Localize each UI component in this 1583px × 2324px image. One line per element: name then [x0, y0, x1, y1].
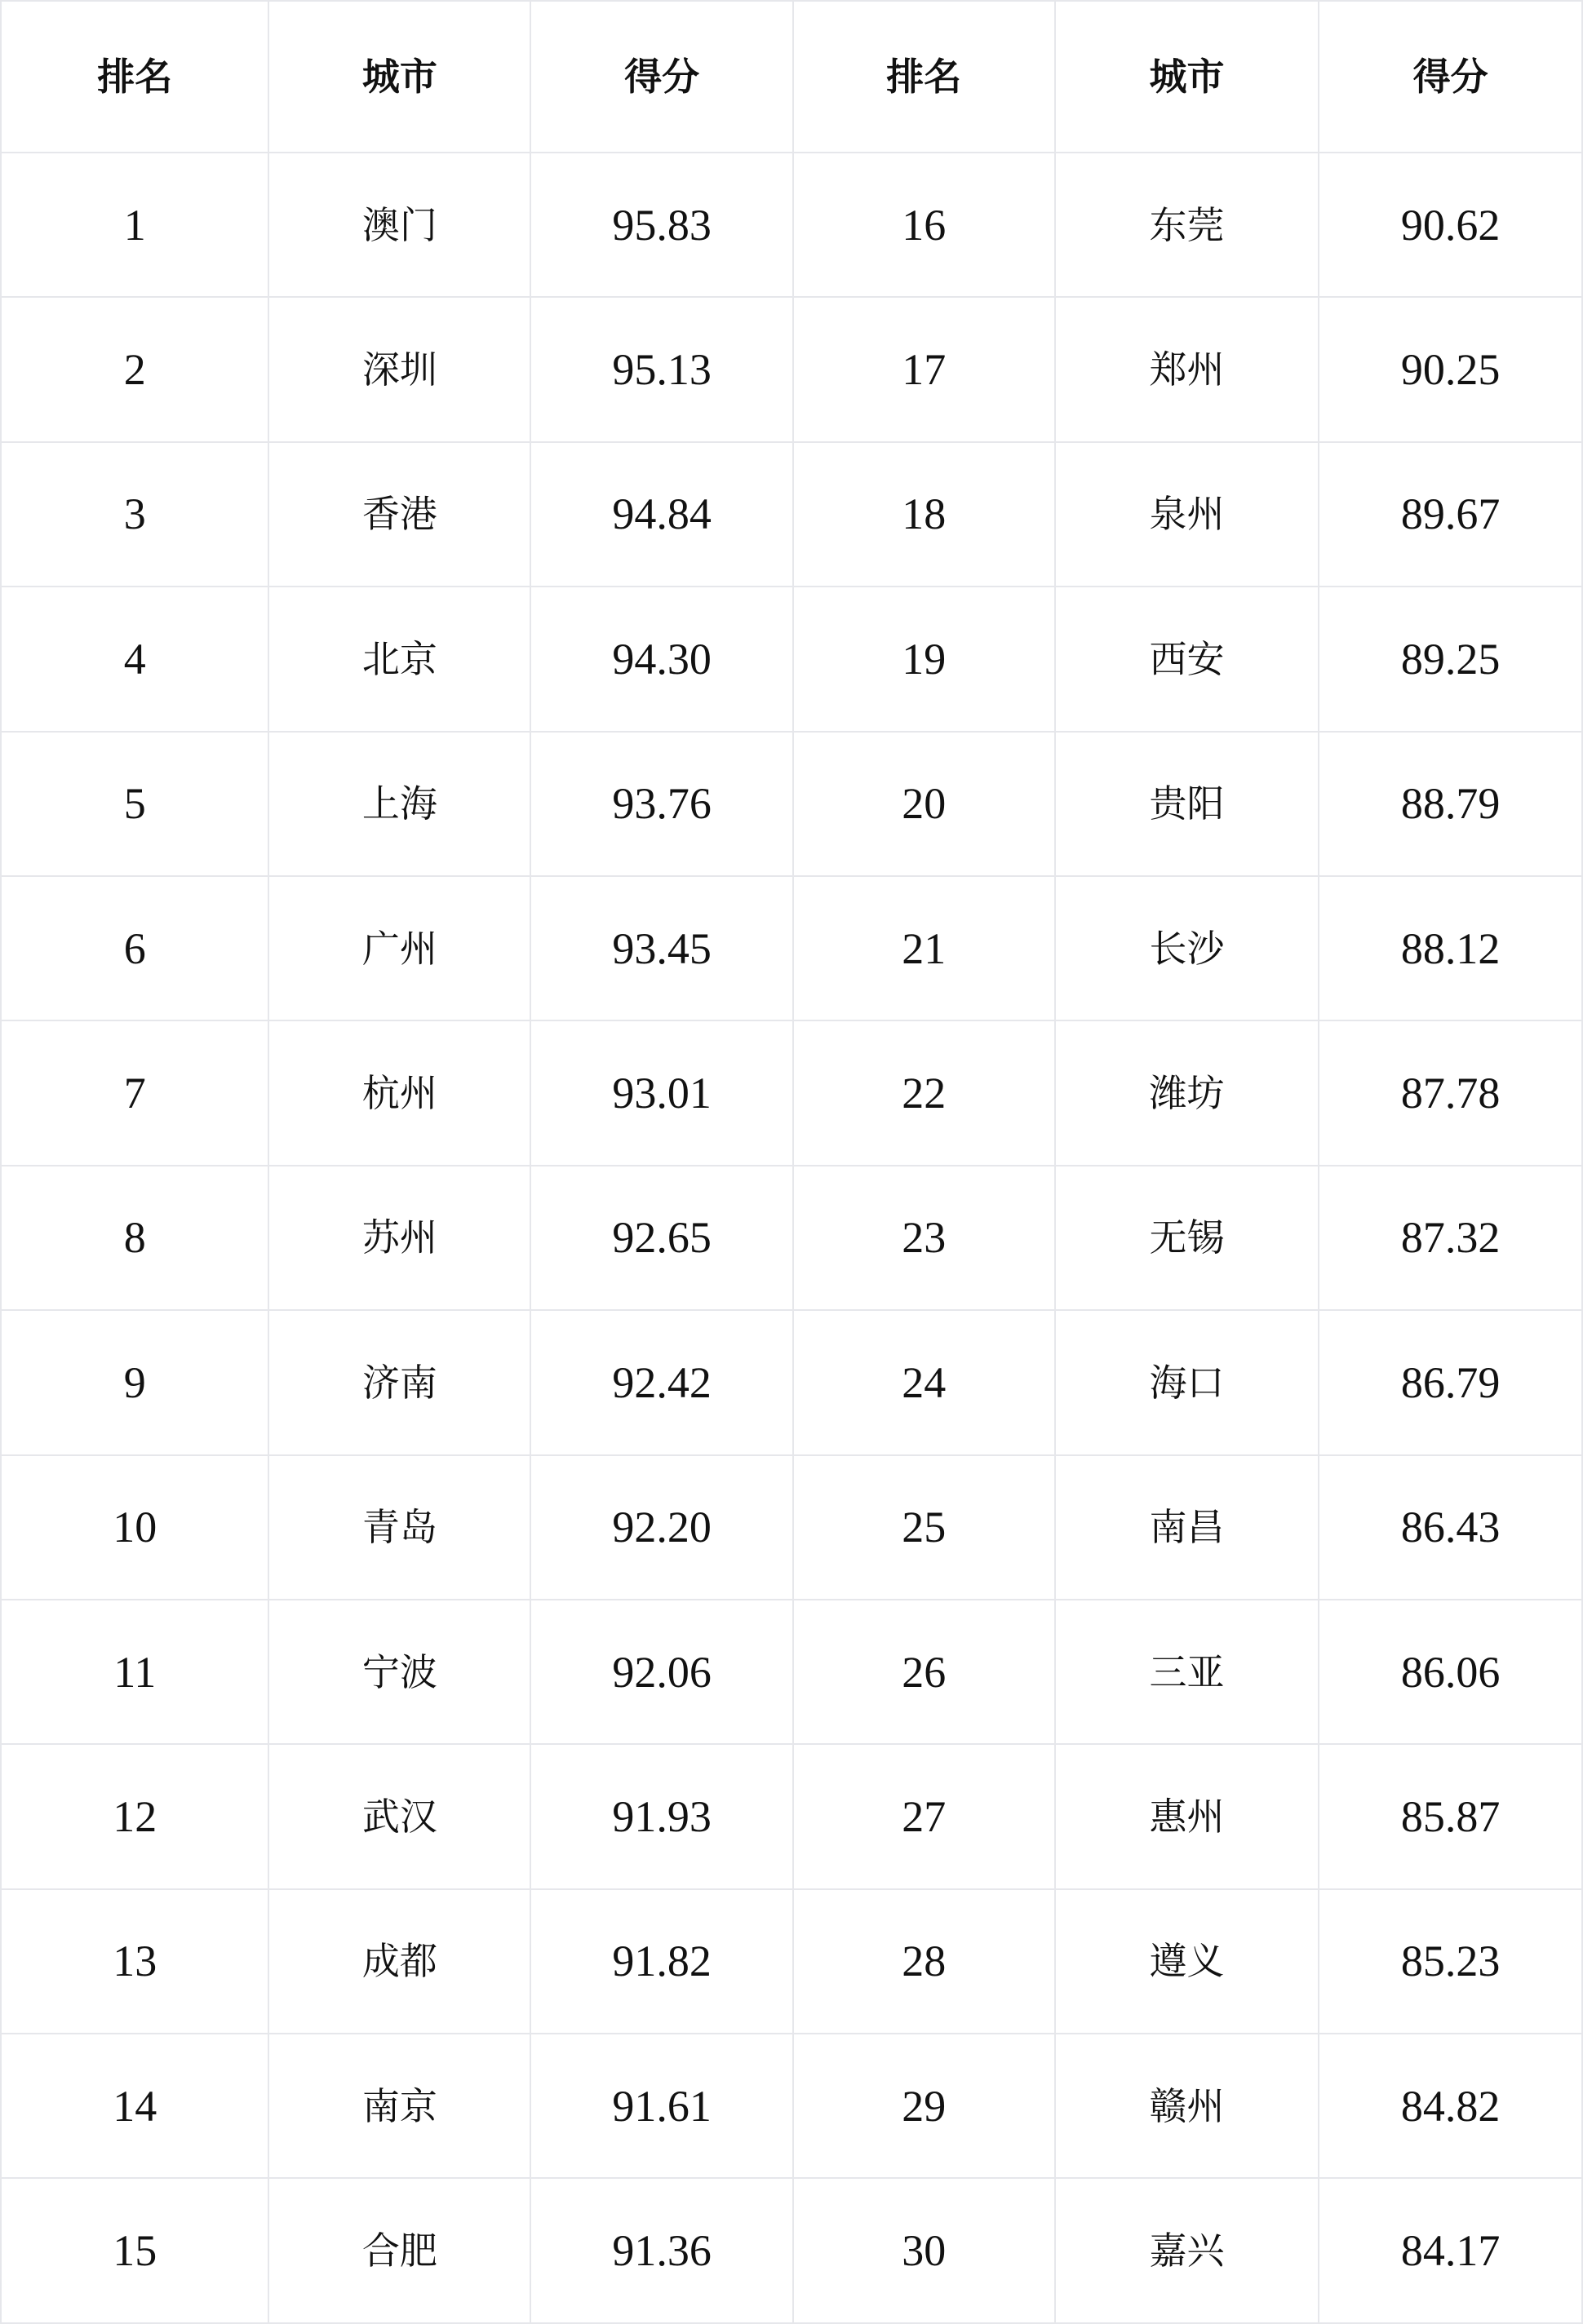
table-row — [1, 1889, 1582, 2034]
city-cell-left: 南京 — [268, 2034, 530, 2178]
rank-cell-right: 16 — [793, 153, 1055, 297]
rank-cell-right: 17 — [793, 297, 1055, 441]
rank-cell-left: 12 — [1, 1744, 268, 1888]
score-cell-right: 85.23 — [1319, 1889, 1582, 2034]
table-row — [1, 297, 1582, 441]
score-cell-right: 88.12 — [1319, 876, 1582, 1020]
score-cell-left: 92.06 — [530, 1600, 793, 1744]
score-cell-right: 86.79 — [1319, 1310, 1582, 1454]
rank-cell-right: 26 — [793, 1600, 1055, 1744]
score-cell-right: 88.79 — [1319, 732, 1582, 876]
city-cell-right: 贵阳 — [1055, 732, 1319, 876]
rank-cell-right: 28 — [793, 1889, 1055, 2034]
city-cell-left: 北京 — [268, 587, 530, 731]
rank-cell-left: 5 — [1, 732, 268, 876]
score-cell-right: 87.78 — [1319, 1020, 1582, 1165]
city-cell-right: 长沙 — [1055, 876, 1319, 1020]
rank-cell-left: 9 — [1, 1310, 268, 1454]
table-row — [1, 1744, 1582, 1888]
city-cell-right: 西安 — [1055, 587, 1319, 731]
header-city-left: 城市 — [268, 1, 530, 153]
table-row — [1, 1310, 1582, 1454]
city-cell-left: 武汉 — [268, 1744, 530, 1888]
city-cell-left: 香港 — [268, 442, 530, 587]
city-cell-right: 遵义 — [1055, 1889, 1319, 2034]
score-cell-right: 84.17 — [1319, 2178, 1582, 2323]
city-cell-right: 无锡 — [1055, 1166, 1319, 1310]
table-row — [1, 2034, 1582, 2178]
city-cell-right: 三亚 — [1055, 1600, 1319, 1744]
header-score-right: 得分 — [1319, 1, 1582, 153]
city-cell-left: 苏州 — [268, 1166, 530, 1310]
rank-cell-right: 21 — [793, 876, 1055, 1020]
table-row — [1, 2178, 1582, 2323]
city-cell-left: 广州 — [268, 876, 530, 1020]
header-row — [1, 1, 1582, 153]
score-cell-left: 92.20 — [530, 1455, 793, 1600]
table-row — [1, 442, 1582, 587]
city-cell-left: 上海 — [268, 732, 530, 876]
rank-cell-left: 14 — [1, 2034, 268, 2178]
city-cell-left: 杭州 — [268, 1020, 530, 1165]
header-rank-right: 排名 — [793, 1, 1055, 153]
table-row — [1, 153, 1582, 297]
rank-cell-left: 8 — [1, 1166, 268, 1310]
score-cell-right: 86.43 — [1319, 1455, 1582, 1600]
table-body — [1, 153, 1582, 2323]
score-cell-right: 89.67 — [1319, 442, 1582, 587]
city-cell-left: 青岛 — [268, 1455, 530, 1600]
rank-cell-left: 7 — [1, 1020, 268, 1165]
rank-cell-left: 15 — [1, 2178, 268, 2323]
score-cell-left: 91.82 — [530, 1889, 793, 2034]
city-cell-right: 潍坊 — [1055, 1020, 1319, 1165]
header-rank-left: 排名 — [1, 1, 268, 153]
rank-cell-left: 3 — [1, 442, 268, 587]
city-cell-left: 济南 — [268, 1310, 530, 1454]
rank-cell-right: 22 — [793, 1020, 1055, 1165]
header-city-right: 城市 — [1055, 1, 1319, 153]
score-cell-left: 93.01 — [530, 1020, 793, 1165]
table-row — [1, 587, 1582, 731]
table-row — [1, 1455, 1582, 1600]
score-cell-right: 87.32 — [1319, 1166, 1582, 1310]
rank-cell-left: 10 — [1, 1455, 268, 1600]
score-cell-right: 85.87 — [1319, 1744, 1582, 1888]
table-row — [1, 876, 1582, 1020]
score-cell-left: 91.36 — [530, 2178, 793, 2323]
rank-cell-left: 4 — [1, 587, 268, 731]
rank-cell-right: 27 — [793, 1744, 1055, 1888]
city-cell-right: 泉州 — [1055, 442, 1319, 587]
city-cell-left: 澳门 — [268, 153, 530, 297]
score-cell-right: 86.06 — [1319, 1600, 1582, 1744]
city-cell-left: 宁波 — [268, 1600, 530, 1744]
city-cell-right: 海口 — [1055, 1310, 1319, 1454]
rank-cell-right: 29 — [793, 2034, 1055, 2178]
rank-cell-right: 20 — [793, 732, 1055, 876]
rank-cell-left: 13 — [1, 1889, 268, 2034]
score-cell-left: 94.84 — [530, 442, 793, 587]
score-cell-left: 95.83 — [530, 153, 793, 297]
score-cell-left: 93.76 — [530, 732, 793, 876]
rank-cell-right: 24 — [793, 1310, 1055, 1454]
score-cell-right: 90.25 — [1319, 297, 1582, 441]
score-cell-left: 95.13 — [530, 297, 793, 441]
header-score-left: 得分 — [530, 1, 793, 153]
table-row — [1, 732, 1582, 876]
score-cell-left: 92.42 — [530, 1310, 793, 1454]
rank-cell-right: 25 — [793, 1455, 1055, 1600]
city-cell-left: 深圳 — [268, 297, 530, 441]
rank-cell-left: 2 — [1, 297, 268, 441]
table-row — [1, 1020, 1582, 1165]
score-cell-right: 89.25 — [1319, 587, 1582, 731]
rank-cell-left: 11 — [1, 1600, 268, 1744]
city-cell-right: 南昌 — [1055, 1455, 1319, 1600]
rank-cell-left: 1 — [1, 153, 268, 297]
city-cell-right: 惠州 — [1055, 1744, 1319, 1888]
city-cell-right: 东莞 — [1055, 153, 1319, 297]
table-row — [1, 1166, 1582, 1310]
score-cell-right: 90.62 — [1319, 153, 1582, 297]
score-cell-left: 94.30 — [530, 587, 793, 731]
city-cell-left: 合肥 — [268, 2178, 530, 2323]
rank-cell-right: 23 — [793, 1166, 1055, 1310]
city-cell-right: 赣州 — [1055, 2034, 1319, 2178]
rank-cell-right: 19 — [793, 587, 1055, 731]
score-cell-right: 84.82 — [1319, 2034, 1582, 2178]
rank-cell-left: 6 — [1, 876, 268, 1020]
score-cell-left: 92.65 — [530, 1166, 793, 1310]
score-cell-left: 93.45 — [530, 876, 793, 1020]
score-cell-left: 91.93 — [530, 1744, 793, 1888]
city-cell-right: 郑州 — [1055, 297, 1319, 441]
rank-cell-right: 18 — [793, 442, 1055, 587]
table-row — [1, 1600, 1582, 1744]
city-cell-right: 嘉兴 — [1055, 2178, 1319, 2323]
city-cell-left: 成都 — [268, 1889, 530, 2034]
rank-cell-right: 30 — [793, 2178, 1055, 2323]
score-cell-left: 91.61 — [530, 2034, 793, 2178]
